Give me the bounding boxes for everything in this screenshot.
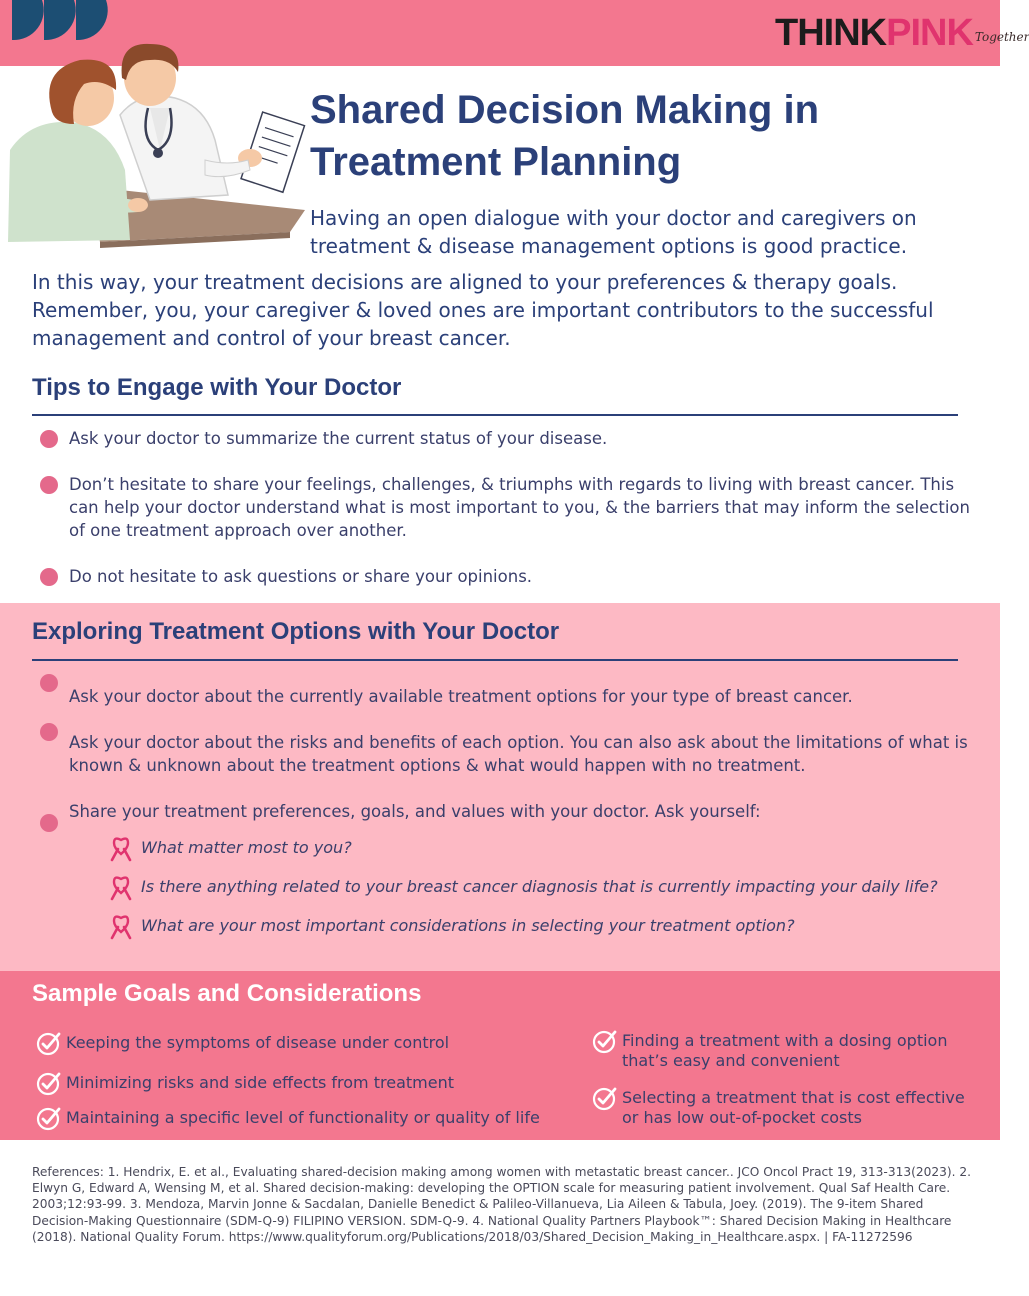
question-item xyxy=(108,915,968,937)
tip-text: Don’t hesitate to share your feelings, challenges, & triumphs with regards to living with breast cancer. This can help your doctor understand what is most important to you, & the barriers that may inform the selection of one treatment approach over another. xyxy=(69,475,970,540)
tip-text: Ask your doctor to summarize the current status of your disease. xyxy=(69,429,608,448)
pink-ribbon-icon xyxy=(108,873,134,901)
goal-item xyxy=(36,1073,576,1093)
goal-text: Finding a treatment with a dosing option that’s easy and convenient xyxy=(622,1031,948,1070)
question-text: What are your most important considerations in selecting your treatment option? xyxy=(141,916,795,935)
question-text: What matter most to you? xyxy=(141,838,352,857)
options-divider xyxy=(32,659,958,661)
tip-text: Do not hesitate to ask questions or share your opinions. xyxy=(69,567,533,586)
pink-ribbon-icon xyxy=(108,912,134,940)
tips-divider xyxy=(32,414,958,416)
tip-item xyxy=(40,473,975,542)
page-title: Shared Decision Making in Treatment Planning xyxy=(310,88,820,184)
goal-text: Keeping the symptoms of disease under control xyxy=(66,1033,450,1052)
doctor-patient-illustration-icon xyxy=(0,20,310,242)
goal-item xyxy=(592,1031,972,1071)
bullet-dot-icon xyxy=(40,814,58,832)
option-text: Ask your doctor about the risks and benefits of each option. You can also ask about the limitations of what is known & unknown about the treatment options & what would happen with no treatment. xyxy=(69,733,968,775)
logo-pink-text: PINK xyxy=(886,12,973,54)
options-heading: Exploring Treatment Options with Your Doctor xyxy=(32,618,560,645)
tips-heading: Tips to Engage with Your Doctor xyxy=(32,374,402,401)
bullet-dot-icon xyxy=(40,568,58,586)
logo-think-text: THINK xyxy=(775,12,887,54)
think-pink-logo xyxy=(775,10,1029,56)
check-circle-icon xyxy=(36,1030,62,1056)
logo-together-text: Together xyxy=(974,30,1029,44)
option-item xyxy=(40,731,975,777)
check-circle-icon xyxy=(36,1105,62,1131)
goal-item xyxy=(36,1108,576,1128)
option-text: Ask your doctor about the currently available treatment options for your type of breast cancer. xyxy=(69,687,853,706)
question-item xyxy=(108,837,968,859)
goal-item xyxy=(592,1088,972,1128)
intro-paragraph-1: Having an open dialogue with your doctor and caregivers on treatment & disease management options is good practice. xyxy=(310,206,917,258)
option-item xyxy=(40,685,975,708)
bullet-dot-icon xyxy=(40,430,58,448)
check-circle-icon xyxy=(592,1085,618,1111)
references-footer: References: 1. Hendrix, E. et al., Evaluating shared-decision making among women with metastatic breast cancer.. JCO Oncol Pract 19, 313-313(2023). 2. Elwyn G, Edward A, Wensing M, et al. Shared decision-making: developing the OPTION scale for measuring patient involvement. Qual Saf Health Care. 2003;12:93-99. 3. Mendoza, Marvin Jonne & Sacdalan, Danielle Benedict & Palileo-Villanueva, Lia Aileen & Tabula, Joey. (2019). The 9-item Shared Decision-Making Questionnaire (SDM-Q-9) FILIPINO VERSION. SDM-Q-9. 4. National Quality Partners Playbook™: Shared Decision Making in Healthcare (2018). National Quality Forum. https://www.qualityforum.org/Publications/2018/03/Shared_Decision_Making_in_Healthcare.aspx. | FA-11272596 xyxy=(32,1165,971,1244)
check-circle-icon xyxy=(36,1070,62,1096)
intro-paragraph-2: In this way, your treatment decisions are aligned to your preferences & therapy goals. Remember, you, your caregiver & loved ones are important contributors to the successful management and control of your breast cancer. xyxy=(32,270,934,350)
pink-ribbon-icon xyxy=(108,834,134,862)
tip-item xyxy=(40,565,975,588)
option-text: Share your treatment preferences, goals, and values with your doctor. Ask yourself: xyxy=(69,802,761,821)
goals-heading: Sample Goals and Considerations xyxy=(32,980,422,1007)
check-circle-icon xyxy=(592,1028,618,1054)
question-text: Is there anything related to your breast cancer diagnosis that is currently impacting your daily life? xyxy=(141,877,938,896)
question-item xyxy=(108,876,968,898)
option-item xyxy=(40,800,975,823)
tip-item xyxy=(40,427,975,450)
bullet-dot-icon xyxy=(40,674,58,692)
goal-item xyxy=(36,1033,576,1053)
bullet-dot-icon xyxy=(40,476,58,494)
goal-text: Selecting a treatment that is cost effective or has low out-of-pocket costs xyxy=(622,1088,965,1127)
goal-text: Minimizing risks and side effects from treatment xyxy=(66,1073,454,1092)
goal-text: Maintaining a specific level of functionality or quality of life xyxy=(66,1108,540,1127)
bullet-dot-icon xyxy=(40,723,58,741)
